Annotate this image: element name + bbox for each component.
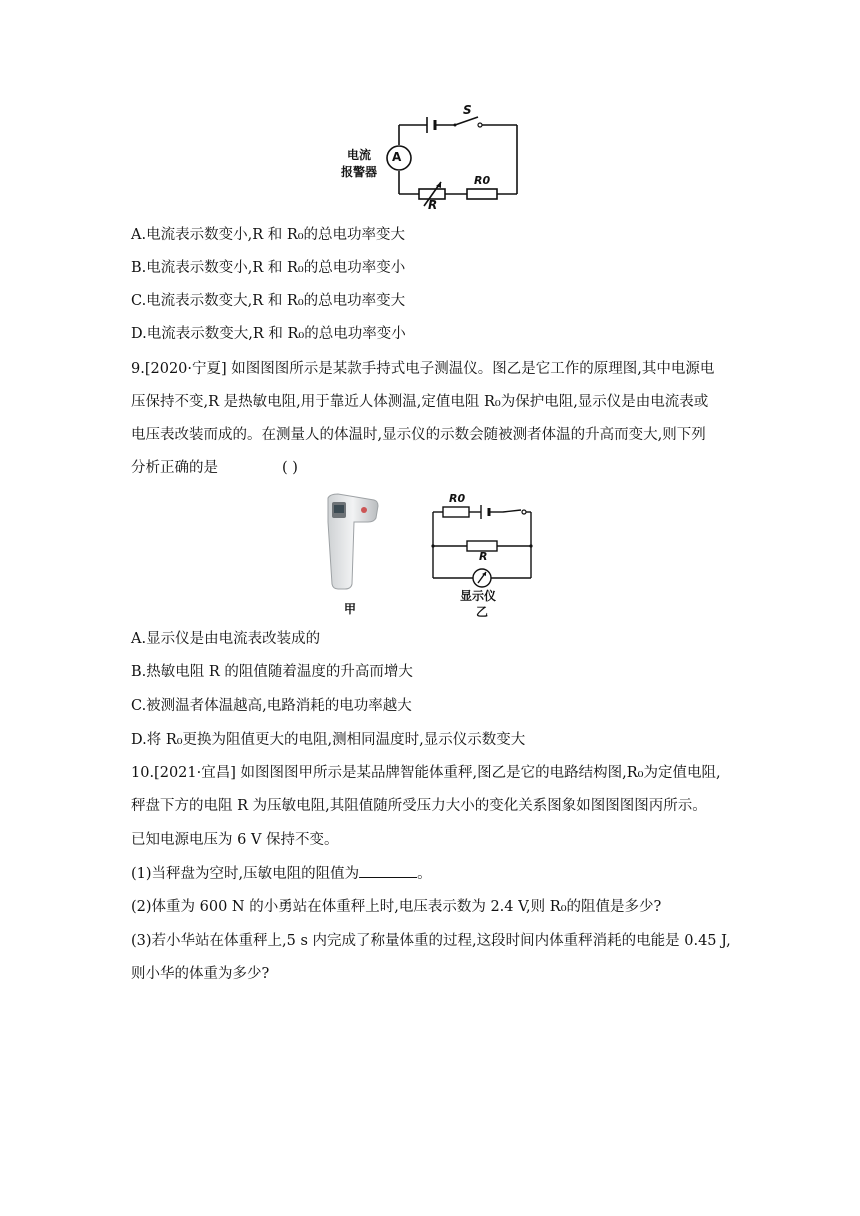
q10-sub1-text: (1)当秤盘为空时,压敏电阻的阻值为 bbox=[131, 866, 360, 882]
figure-yi-r-label: R bbox=[479, 550, 488, 563]
q10-stem-line1: 10.[2021·宜昌] 如图图图甲所示是某品牌智能体重秤,图乙是它的电路结构图,R₀为定值电阻, bbox=[131, 765, 721, 781]
figure-yi-r0-label: R0 bbox=[449, 492, 466, 505]
q8-option-d: D.电流表示数变大,R 和 R₀的总电功率变小 bbox=[131, 326, 406, 342]
figure-jia-caption: 甲 bbox=[344, 602, 357, 616]
answer-paren: ( ) bbox=[282, 460, 298, 476]
q10-sub3-line1: (3)若小华站在体重秤上,5 s 内完成了称量体重的过程,这段时间内体重秤消耗的电能是 0.45 J, bbox=[131, 933, 731, 949]
rheostat-label: R bbox=[428, 198, 438, 212]
q8-option-b: B.电流表示数变小,R 和 R₀的总电功率变小 bbox=[131, 260, 406, 276]
q8-option-c: C.电流表示数变大,R 和 R₀的总电功率变大 bbox=[131, 293, 406, 309]
q9-stem-line1: 9.[2020·宁夏] 如图图图所示是某款手持式电子测温仪。图乙是它工作的原理图,其中电源电 bbox=[131, 361, 715, 377]
q10-sub2: (2)体重为 600 N 的小勇站在体重秤上时,电压表示数为 2.4 V,则 R₀的阻值是多少? bbox=[131, 899, 662, 915]
q10-sub3-line2: 则小华的体重为多少? bbox=[131, 966, 270, 982]
q9-option-b: B.热敏电阻 R 的阻值随着温度的升高而增大 bbox=[131, 664, 413, 680]
q8-option-a: A.电流表示数变小,R 和 R₀的总电功率变大 bbox=[131, 227, 406, 243]
q10-sub1 bbox=[131, 863, 432, 884]
ammeter-symbol: A bbox=[392, 150, 402, 164]
q10-stem-line2: 秤盘下方的电阻 R 为压敏电阻,其阻值随所受压力大小的变化关系图象如图图图图丙所示。 bbox=[131, 798, 707, 814]
resistor-label: R0 bbox=[474, 174, 491, 187]
q9-stem-text: 分析正确的是 bbox=[131, 460, 218, 476]
figure-yi-caption: 乙 bbox=[476, 605, 489, 619]
switch-label: S bbox=[463, 103, 472, 117]
q9-stem-line2: 压保持不变,R 是热敏电阻,用于靠近人体测温,定值电阻 R₀为保护电阻,显示仪是由电流表或 bbox=[131, 394, 709, 410]
ammeter-label-line1: 电流 bbox=[347, 148, 372, 162]
answer-blank[interactable] bbox=[359, 863, 417, 878]
figure-yi-display-label: 显示仪 bbox=[460, 589, 497, 603]
ammeter-label-line2: 报警器 bbox=[341, 165, 378, 179]
q10-sub1-end: 。 bbox=[417, 866, 432, 882]
q10-stem-line3: 已知电源电压为 6 V 保持不变。 bbox=[131, 832, 339, 848]
q9-stem-line3: 电压表改装而成的。在测量人的体温时,显示仪的示数会随被测者体温的升高而变大,则下列 bbox=[131, 427, 706, 443]
q9-option-d: D.将 R₀更换为阻值更大的电阻,测相同温度时,显示仪示数变大 bbox=[131, 732, 526, 748]
q9-option-a: A.显示仪是由电流表改装成的 bbox=[131, 631, 321, 647]
q9-option-c: C.被测温者体温越高,电路消耗的电功率越大 bbox=[131, 698, 412, 714]
